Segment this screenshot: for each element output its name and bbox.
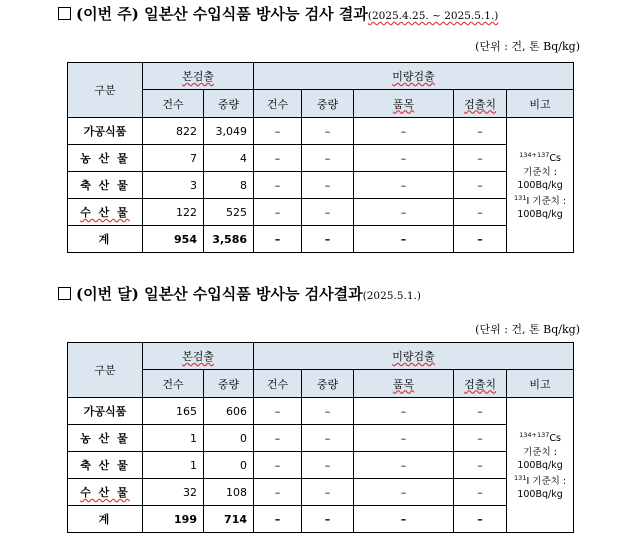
header-inspected: 본검출 [143,63,254,90]
header-not-detected: 미량검출 [254,63,574,90]
row-weight: 3,049 [204,118,254,145]
daily-unit: (단위 : 건, 톤 Bq/kg) [475,323,580,336]
dash-cell: – [302,172,354,199]
checkbox-square-icon [58,287,71,300]
header-nd-weight: 중량 [302,90,354,118]
row-weight: 108 [204,479,254,506]
row-count: 3 [143,172,204,199]
dash-cell: – [354,479,454,506]
dash-cell: – [354,506,454,533]
row-count: 954 [143,226,204,253]
dash-cell: – [302,479,354,506]
dash-cell: – [454,172,507,199]
checkbox-square-icon [58,7,71,20]
dash-cell: – [254,145,302,172]
dash-cell: – [254,172,302,199]
row-label: 축 산 물 [68,172,143,199]
dash-cell: – [354,199,454,226]
table-row [68,145,574,172]
table-row [68,199,574,226]
daily-table [67,342,574,533]
dash-cell: – [454,425,507,452]
dash-cell: – [454,506,507,533]
row-weight: 4 [204,145,254,172]
dash-cell: – [454,398,507,425]
dash-cell: – [354,118,454,145]
header-nd-weight: 중량 [302,370,354,398]
dash-cell: – [302,118,354,145]
header-nd-count: 건수 [254,90,302,118]
header-count: 건수 [143,370,204,398]
row-weight: 0 [204,425,254,452]
header-item: 품목 [354,90,454,118]
header-item: 품목 [354,370,454,398]
dash-cell: – [354,145,454,172]
dash-cell: – [254,199,302,226]
header-weight: 중량 [204,370,254,398]
row-count: 7 [143,145,204,172]
row-weight: 8 [204,172,254,199]
header-nd-count: 건수 [254,370,302,398]
table-row-total [68,506,574,533]
row-count: 822 [143,118,204,145]
dash-cell: – [254,118,302,145]
remark-note: $^{134+137}$Cs 기준치 : 100Bq/kg $^{131}$I 기준치 : 100Bq/kg [507,118,574,253]
daily-heading [58,284,421,306]
weekly-heading [58,4,498,26]
dash-cell: – [302,425,354,452]
dash-cell: – [454,118,507,145]
dash-cell: – [302,398,354,425]
row-count: 122 [143,199,204,226]
header-not-detected: 미량검출 [254,343,574,370]
daily-title: (이번 달) 일본산 수입식품 방사능 검사결과 [76,285,363,303]
weekly-unit: (단위 : 건, 톤 Bq/kg) [475,40,580,53]
table-row [68,398,574,425]
weekly-table [67,62,574,253]
dash-cell: – [454,145,507,172]
dash-cell: – [302,145,354,172]
header-detected-value: 검출치 [454,370,507,398]
dash-cell: – [454,479,507,506]
header-category: 구분 [68,343,143,398]
header-remark: 비고 [507,90,574,118]
table-row-total [68,226,574,253]
dash-cell: – [302,452,354,479]
dash-cell: – [254,226,302,253]
dash-cell: – [254,452,302,479]
dash-cell: – [354,398,454,425]
row-label: 농 산 물 [68,425,143,452]
row-label: 가공식품 [68,118,143,145]
row-count: 1 [143,452,204,479]
dash-cell: – [254,398,302,425]
remark-note: $^{134+137}$Cs 기준치 : 100Bq/kg $^{131}$I 기준치 : 100Bq/kg [507,398,574,533]
row-label: 수 산 물 [68,199,143,226]
table-row [68,452,574,479]
dash-cell: – [254,479,302,506]
row-weight: 3,586 [204,226,254,253]
dash-cell: – [254,506,302,533]
dash-cell: – [354,226,454,253]
header-count: 건수 [143,90,204,118]
dash-cell: – [302,506,354,533]
dash-cell: – [454,199,507,226]
header-weight: 중량 [204,90,254,118]
table-row [68,118,574,145]
dash-cell: – [454,452,507,479]
row-count: 32 [143,479,204,506]
row-count: 199 [143,506,204,533]
row-label: 수 산 물 [68,479,143,506]
header-inspected: 본검출 [143,343,254,370]
dash-cell: – [354,452,454,479]
table-row [68,172,574,199]
row-weight: 714 [204,506,254,533]
dash-cell: – [354,425,454,452]
row-label: 농 산 물 [68,145,143,172]
dash-cell: – [254,425,302,452]
row-label: 계 [68,226,143,253]
row-weight: 0 [204,452,254,479]
row-count: 1 [143,425,204,452]
table-row [68,425,574,452]
weekly-title: (이번 주) 일본산 수입식품 방사능 검사 결과 [76,5,368,23]
dash-cell: – [354,172,454,199]
row-label: 가공식품 [68,398,143,425]
row-weight: 606 [204,398,254,425]
table-row [68,479,574,506]
row-label: 축 산 물 [68,452,143,479]
dash-cell: – [302,199,354,226]
row-count: 165 [143,398,204,425]
header-remark: 비고 [507,370,574,398]
dash-cell: – [454,226,507,253]
header-detected-value: 검출치 [454,90,507,118]
row-weight: 525 [204,199,254,226]
daily-date: (2025.5.1.) [362,290,421,302]
row-label: 계 [68,506,143,533]
header-category: 구분 [68,63,143,118]
weekly-date: (2025.4.25. ~ 2025.5.1.) [367,10,499,22]
dash-cell: – [302,226,354,253]
